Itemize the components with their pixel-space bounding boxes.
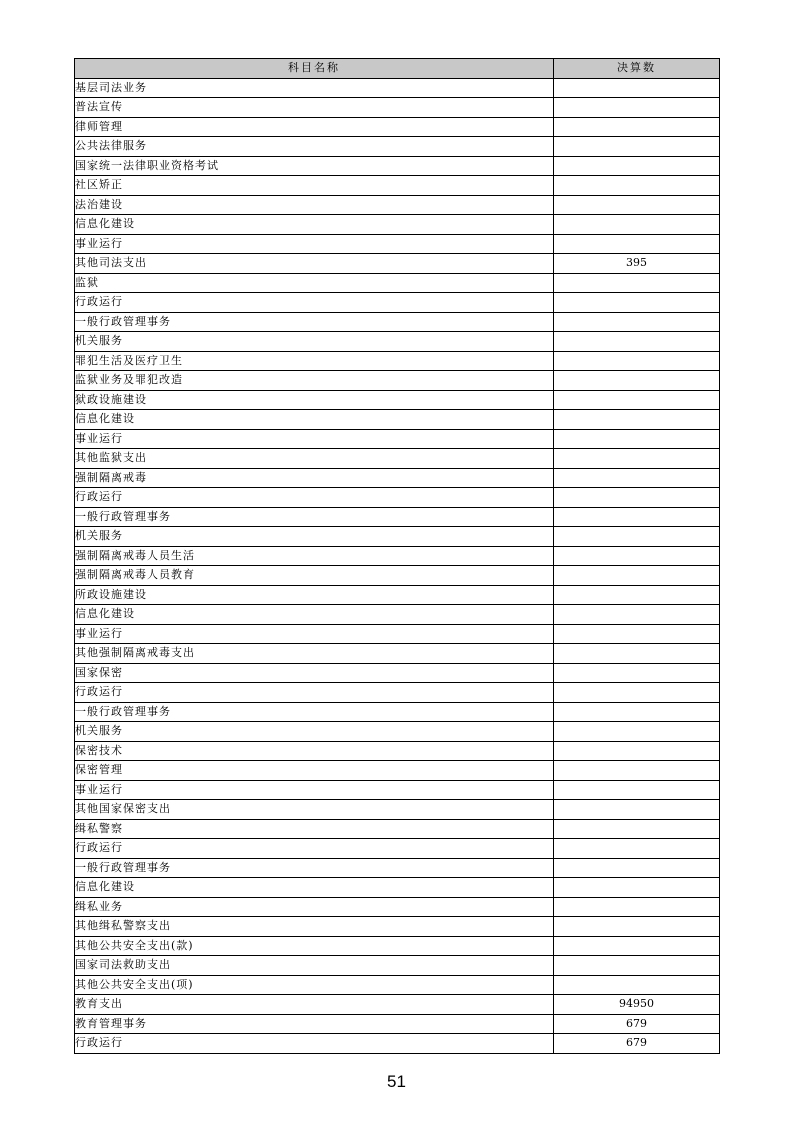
row-final-amount bbox=[554, 722, 720, 742]
table-row bbox=[75, 566, 720, 586]
row-subject-name: 行政运行 bbox=[75, 683, 554, 703]
row-subject-name: 强制隔离戒毒 bbox=[75, 468, 554, 488]
row-subject-name: 一般行政管理事务 bbox=[75, 858, 554, 878]
row-subject-name: 机关服务 bbox=[75, 332, 554, 352]
table-row bbox=[75, 936, 720, 956]
table-row bbox=[75, 956, 720, 976]
row-final-amount bbox=[554, 897, 720, 917]
row-final-amount bbox=[554, 839, 720, 859]
table-row bbox=[75, 722, 720, 742]
table-row bbox=[75, 176, 720, 196]
table-row bbox=[75, 624, 720, 644]
table-body bbox=[75, 78, 720, 1053]
table-row bbox=[75, 995, 720, 1015]
row-final-amount bbox=[554, 449, 720, 469]
row-subject-name: 其他司法支出 bbox=[75, 254, 554, 274]
table-row bbox=[75, 683, 720, 703]
row-subject-name: 其他公共安全支出(项) bbox=[75, 975, 554, 995]
row-subject-name: 强制隔离戒毒人员教育 bbox=[75, 566, 554, 586]
row-subject-name: 法治建设 bbox=[75, 195, 554, 215]
row-final-amount: 679 bbox=[554, 1034, 720, 1054]
table-row bbox=[75, 819, 720, 839]
row-final-amount bbox=[554, 858, 720, 878]
row-subject-name: 其他公共安全支出(款) bbox=[75, 936, 554, 956]
row-final-amount bbox=[554, 410, 720, 430]
row-subject-name: 缉私警察 bbox=[75, 819, 554, 839]
row-subject-name: 信息化建设 bbox=[75, 605, 554, 625]
row-final-amount bbox=[554, 605, 720, 625]
row-subject-name: 其他监狱支出 bbox=[75, 449, 554, 469]
table-row bbox=[75, 605, 720, 625]
row-subject-name: 行政运行 bbox=[75, 293, 554, 313]
row-final-amount bbox=[554, 644, 720, 664]
row-final-amount bbox=[554, 761, 720, 781]
row-subject-name: 国家保密 bbox=[75, 663, 554, 683]
header-row bbox=[75, 59, 720, 79]
table-row bbox=[75, 273, 720, 293]
row-subject-name: 一般行政管理事务 bbox=[75, 312, 554, 332]
row-subject-name: 机关服务 bbox=[75, 722, 554, 742]
row-final-amount: 94950 bbox=[554, 995, 720, 1015]
row-final-amount bbox=[554, 215, 720, 235]
row-final-amount bbox=[554, 488, 720, 508]
table-row bbox=[75, 839, 720, 859]
table-row bbox=[75, 429, 720, 449]
table-row bbox=[75, 351, 720, 371]
table-row bbox=[75, 585, 720, 605]
row-subject-name: 普法宣传 bbox=[75, 98, 554, 118]
table-row bbox=[75, 488, 720, 508]
row-final-amount bbox=[554, 800, 720, 820]
row-final-amount bbox=[554, 78, 720, 98]
row-final-amount bbox=[554, 780, 720, 800]
table-row bbox=[75, 156, 720, 176]
row-subject-name: 机关服务 bbox=[75, 527, 554, 547]
row-subject-name: 事业运行 bbox=[75, 624, 554, 644]
table-row bbox=[75, 293, 720, 313]
table-row bbox=[75, 663, 720, 683]
table-row bbox=[75, 195, 720, 215]
table-row bbox=[75, 78, 720, 98]
row-final-amount bbox=[554, 273, 720, 293]
table-row bbox=[75, 897, 720, 917]
row-final-amount bbox=[554, 312, 720, 332]
table-row bbox=[75, 1034, 720, 1054]
row-subject-name: 监狱 bbox=[75, 273, 554, 293]
row-subject-name: 教育管理事务 bbox=[75, 1014, 554, 1034]
table-row bbox=[75, 858, 720, 878]
budget-table bbox=[74, 58, 720, 1054]
row-subject-name: 基层司法业务 bbox=[75, 78, 554, 98]
row-subject-name: 行政运行 bbox=[75, 839, 554, 859]
row-subject-name: 信息化建设 bbox=[75, 878, 554, 898]
table-row bbox=[75, 410, 720, 430]
row-final-amount bbox=[554, 624, 720, 644]
row-final-amount bbox=[554, 195, 720, 215]
row-final-amount bbox=[554, 546, 720, 566]
row-final-amount bbox=[554, 527, 720, 547]
row-subject-name: 狱政设施建设 bbox=[75, 390, 554, 410]
row-subject-name: 保密管理 bbox=[75, 761, 554, 781]
row-subject-name: 国家统一法律职业资格考试 bbox=[75, 156, 554, 176]
row-subject-name: 所政设施建设 bbox=[75, 585, 554, 605]
table-row bbox=[75, 761, 720, 781]
table-row bbox=[75, 137, 720, 157]
table-row bbox=[75, 254, 720, 274]
table-row bbox=[75, 702, 720, 722]
row-subject-name: 事业运行 bbox=[75, 429, 554, 449]
row-final-amount bbox=[554, 98, 720, 118]
row-subject-name: 缉私业务 bbox=[75, 897, 554, 917]
row-final-amount bbox=[554, 936, 720, 956]
row-final-amount bbox=[554, 234, 720, 254]
row-subject-name: 保密技术 bbox=[75, 741, 554, 761]
row-final-amount bbox=[554, 390, 720, 410]
row-final-amount bbox=[554, 371, 720, 391]
row-final-amount bbox=[554, 956, 720, 976]
row-subject-name: 罪犯生活及医疗卫生 bbox=[75, 351, 554, 371]
row-final-amount bbox=[554, 741, 720, 761]
table-header bbox=[75, 59, 720, 79]
row-final-amount bbox=[554, 663, 720, 683]
row-subject-name: 国家司法救助支出 bbox=[75, 956, 554, 976]
header-final-amount: 决算数 bbox=[554, 59, 720, 79]
page-number: 51 bbox=[387, 1072, 406, 1091]
table-row bbox=[75, 332, 720, 352]
table-row bbox=[75, 644, 720, 664]
table-row bbox=[75, 390, 720, 410]
row-final-amount bbox=[554, 351, 720, 371]
table-row bbox=[75, 312, 720, 332]
row-final-amount: 679 bbox=[554, 1014, 720, 1034]
row-final-amount bbox=[554, 156, 720, 176]
row-subject-name: 事业运行 bbox=[75, 234, 554, 254]
row-final-amount: 395 bbox=[554, 254, 720, 274]
row-final-amount bbox=[554, 566, 720, 586]
row-final-amount bbox=[554, 468, 720, 488]
row-final-amount bbox=[554, 917, 720, 937]
row-subject-name: 其他缉私警察支出 bbox=[75, 917, 554, 937]
table-row bbox=[75, 546, 720, 566]
row-final-amount bbox=[554, 702, 720, 722]
row-final-amount bbox=[554, 683, 720, 703]
row-subject-name: 信息化建设 bbox=[75, 410, 554, 430]
row-final-amount bbox=[554, 117, 720, 137]
table-row bbox=[75, 234, 720, 254]
table-row bbox=[75, 527, 720, 547]
row-subject-name: 教育支出 bbox=[75, 995, 554, 1015]
row-final-amount bbox=[554, 293, 720, 313]
row-subject-name: 事业运行 bbox=[75, 780, 554, 800]
row-final-amount bbox=[554, 332, 720, 352]
table-row bbox=[75, 215, 720, 235]
row-final-amount bbox=[554, 137, 720, 157]
table-row bbox=[75, 1014, 720, 1034]
row-subject-name: 行政运行 bbox=[75, 488, 554, 508]
table-row bbox=[75, 468, 720, 488]
table-row bbox=[75, 878, 720, 898]
table-row bbox=[75, 117, 720, 137]
row-subject-name: 信息化建设 bbox=[75, 215, 554, 235]
row-final-amount bbox=[554, 176, 720, 196]
row-subject-name: 其他国家保密支出 bbox=[75, 800, 554, 820]
table-row bbox=[75, 780, 720, 800]
table-row bbox=[75, 741, 720, 761]
row-subject-name: 社区矫正 bbox=[75, 176, 554, 196]
row-subject-name: 律师管理 bbox=[75, 117, 554, 137]
row-subject-name: 监狱业务及罪犯改造 bbox=[75, 371, 554, 391]
table-row bbox=[75, 507, 720, 527]
table-row bbox=[75, 917, 720, 937]
row-final-amount bbox=[554, 429, 720, 449]
row-final-amount bbox=[554, 975, 720, 995]
row-subject-name: 强制隔离戒毒人员生活 bbox=[75, 546, 554, 566]
table-row bbox=[75, 975, 720, 995]
row-subject-name: 行政运行 bbox=[75, 1034, 554, 1054]
row-final-amount bbox=[554, 878, 720, 898]
table-row bbox=[75, 449, 720, 469]
header-subject-name: 科目名称 bbox=[75, 59, 554, 79]
row-subject-name: 公共法律服务 bbox=[75, 137, 554, 157]
table-row bbox=[75, 98, 720, 118]
row-subject-name: 一般行政管理事务 bbox=[75, 702, 554, 722]
row-final-amount bbox=[554, 507, 720, 527]
row-subject-name: 其他强制隔离戒毒支出 bbox=[75, 644, 554, 664]
row-subject-name: 一般行政管理事务 bbox=[75, 507, 554, 527]
table-row bbox=[75, 800, 720, 820]
row-final-amount bbox=[554, 585, 720, 605]
table-row bbox=[75, 371, 720, 391]
row-final-amount bbox=[554, 819, 720, 839]
